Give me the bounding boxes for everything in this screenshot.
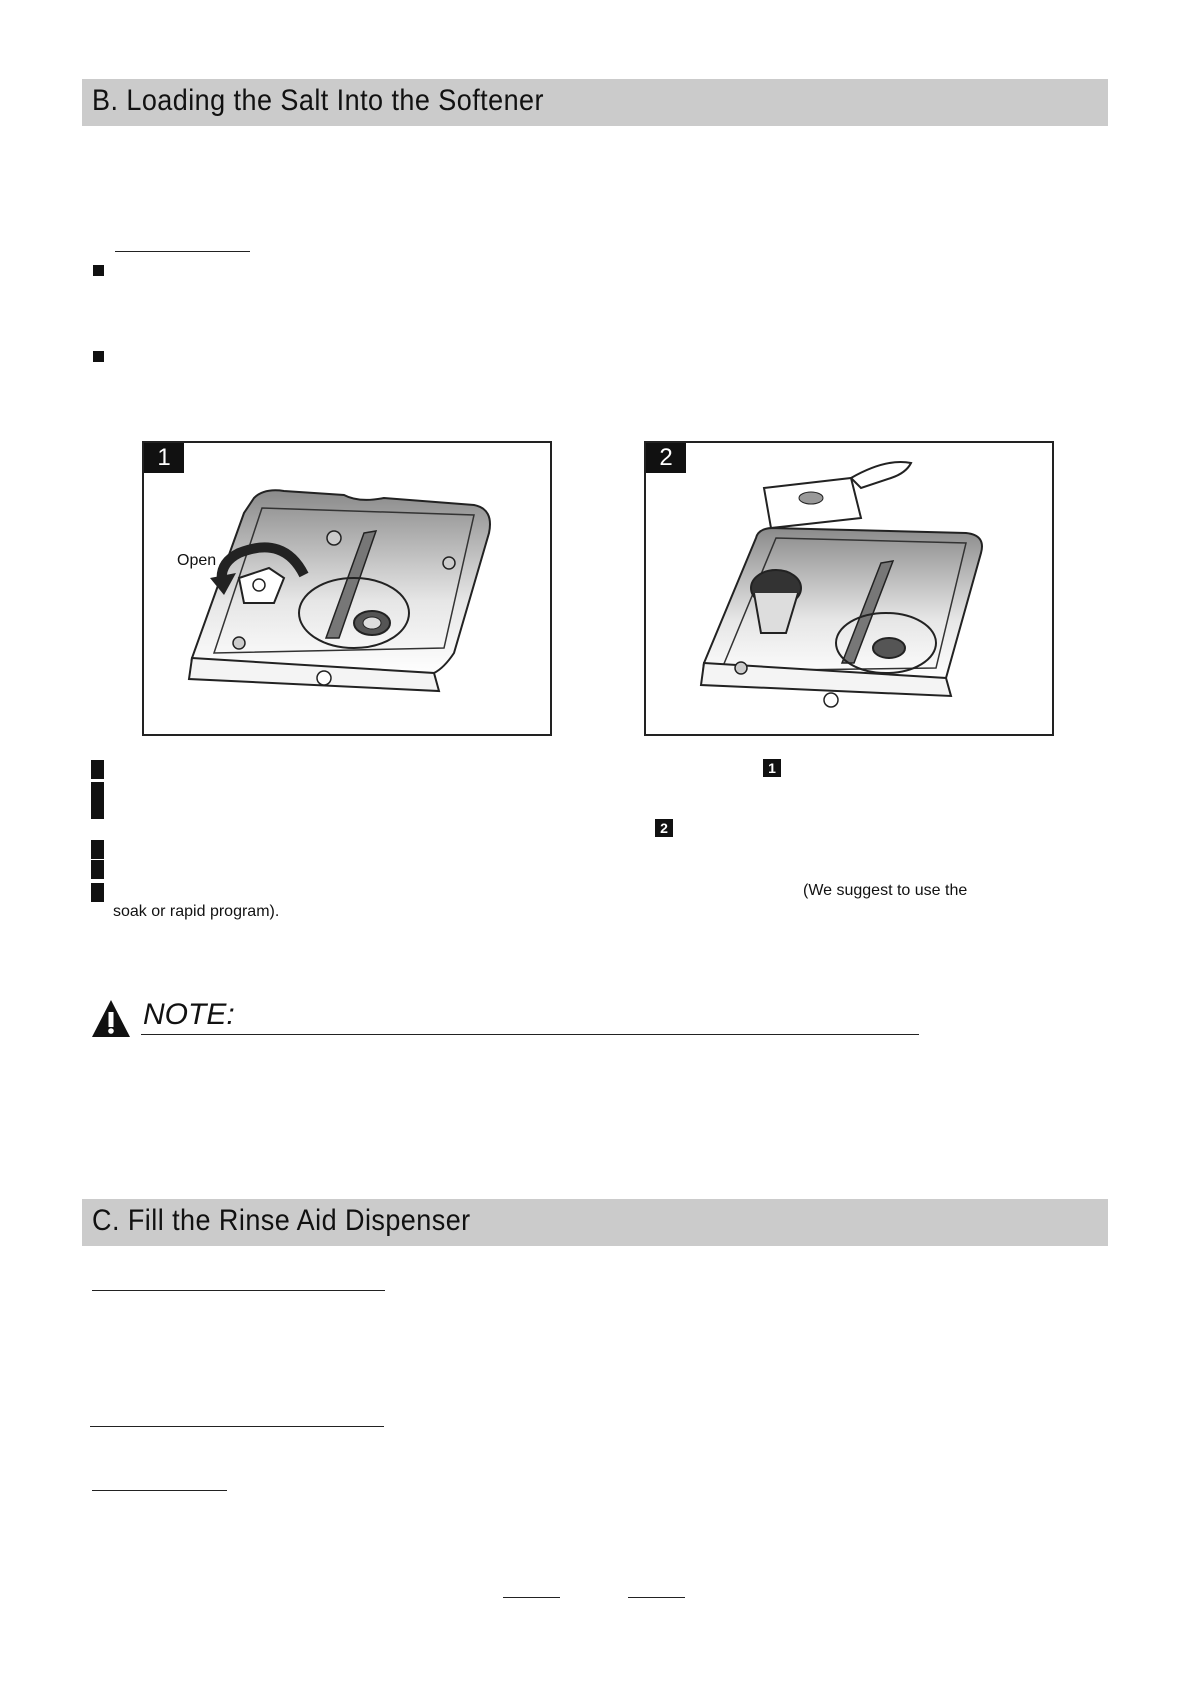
inline-figure-ref-2: 2: [655, 819, 673, 837]
salt-pouring-illustration: [646, 443, 1052, 734]
section-b-header: [82, 79, 1108, 126]
figure-1-open-salt-cap: [142, 441, 552, 736]
program-continuation-text: soak or rapid program).: [113, 903, 280, 920]
subheading-underline: [115, 251, 250, 252]
step-marker: [91, 840, 104, 859]
figure-2-number: 2: [646, 443, 686, 473]
section-c-title: C. Fill the Rinse Aid Dispenser: [92, 1204, 471, 1237]
inline-figure-ref-1: 1: [763, 759, 781, 777]
section-c-header: [82, 1199, 1108, 1246]
figure-1-number: 1: [144, 443, 184, 473]
step-marker: [91, 883, 104, 902]
subheading-underline: [92, 1290, 385, 1291]
suggest-program-text: (We suggest to use the: [803, 882, 968, 899]
step-marker: [91, 860, 104, 879]
inline-underline: [503, 1597, 560, 1598]
bullet-marker: [93, 265, 104, 276]
section-b-title: B. Loading the Salt Into the Softener: [92, 84, 544, 117]
subheading-underline: [92, 1490, 227, 1491]
step-marker: [91, 800, 104, 819]
open-label: Open: [177, 552, 217, 569]
step-marker: [91, 782, 104, 801]
dishwasher-tub-illustration: [144, 443, 550, 734]
note-underline: [141, 1034, 919, 1035]
subheading-underline: [90, 1426, 384, 1427]
figure-2-pour-salt: [644, 441, 1054, 736]
inline-underline: [628, 1597, 685, 1598]
note-label: NOTE:: [143, 998, 235, 1031]
warning-icon: [90, 998, 132, 1040]
step-marker: [91, 760, 104, 779]
bullet-marker: [93, 351, 104, 362]
